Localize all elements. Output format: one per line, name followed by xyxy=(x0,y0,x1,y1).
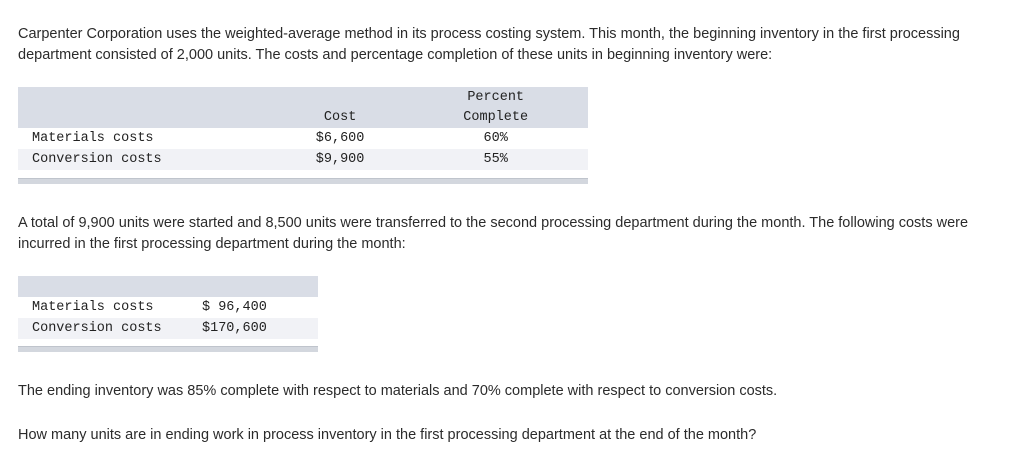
ending-paragraph: The ending inventory was 85% complete with respect to materials and 70% complete with respect to conversion costs. xyxy=(18,383,778,399)
table-bottom-rule xyxy=(18,346,318,352)
table-row xyxy=(18,318,318,339)
row-label: Materials costs xyxy=(18,128,277,149)
table-bottom-rule xyxy=(18,178,588,184)
table-header-row xyxy=(18,276,318,297)
row-label: Conversion costs xyxy=(18,149,277,170)
table-row xyxy=(18,149,588,170)
row-percent: 55% xyxy=(403,149,588,170)
row-amount: $170,600 xyxy=(202,318,318,339)
question-paragraph: How many units are in ending work in process inventory in the first processing department at the end of the month? xyxy=(18,427,757,443)
costs-incurred-table xyxy=(18,276,318,339)
row-cost: $9,900 xyxy=(277,149,404,170)
header-cost: Cost xyxy=(277,107,404,128)
header-percent-line2: Complete xyxy=(403,107,588,128)
row-label: Materials costs xyxy=(18,297,202,318)
row-label: Conversion costs xyxy=(18,318,202,339)
table-header-row xyxy=(18,107,588,128)
row-cost: $6,600 xyxy=(277,128,404,149)
intro-paragraph: Carpenter Corporation uses the weighted-average method in its process costing system. This month, the beginning inventory in the first processing department consisted of 2,000 units. The costs and percentage completion of these units in beginning inventory were: xyxy=(18,26,960,63)
beginning-inventory-table xyxy=(18,87,588,170)
table-row xyxy=(18,297,318,318)
header-percent-line1: Percent xyxy=(403,87,588,107)
table-header-row xyxy=(18,87,588,107)
row-amount: $ 96,400 xyxy=(202,297,318,318)
table-row xyxy=(18,128,588,149)
middle-paragraph: A total of 9,900 units were started and 8,500 units were transferred to the second processing department during the month. The following costs were incurred in the first processing department during the month: xyxy=(18,215,969,252)
row-percent: 60% xyxy=(403,128,588,149)
